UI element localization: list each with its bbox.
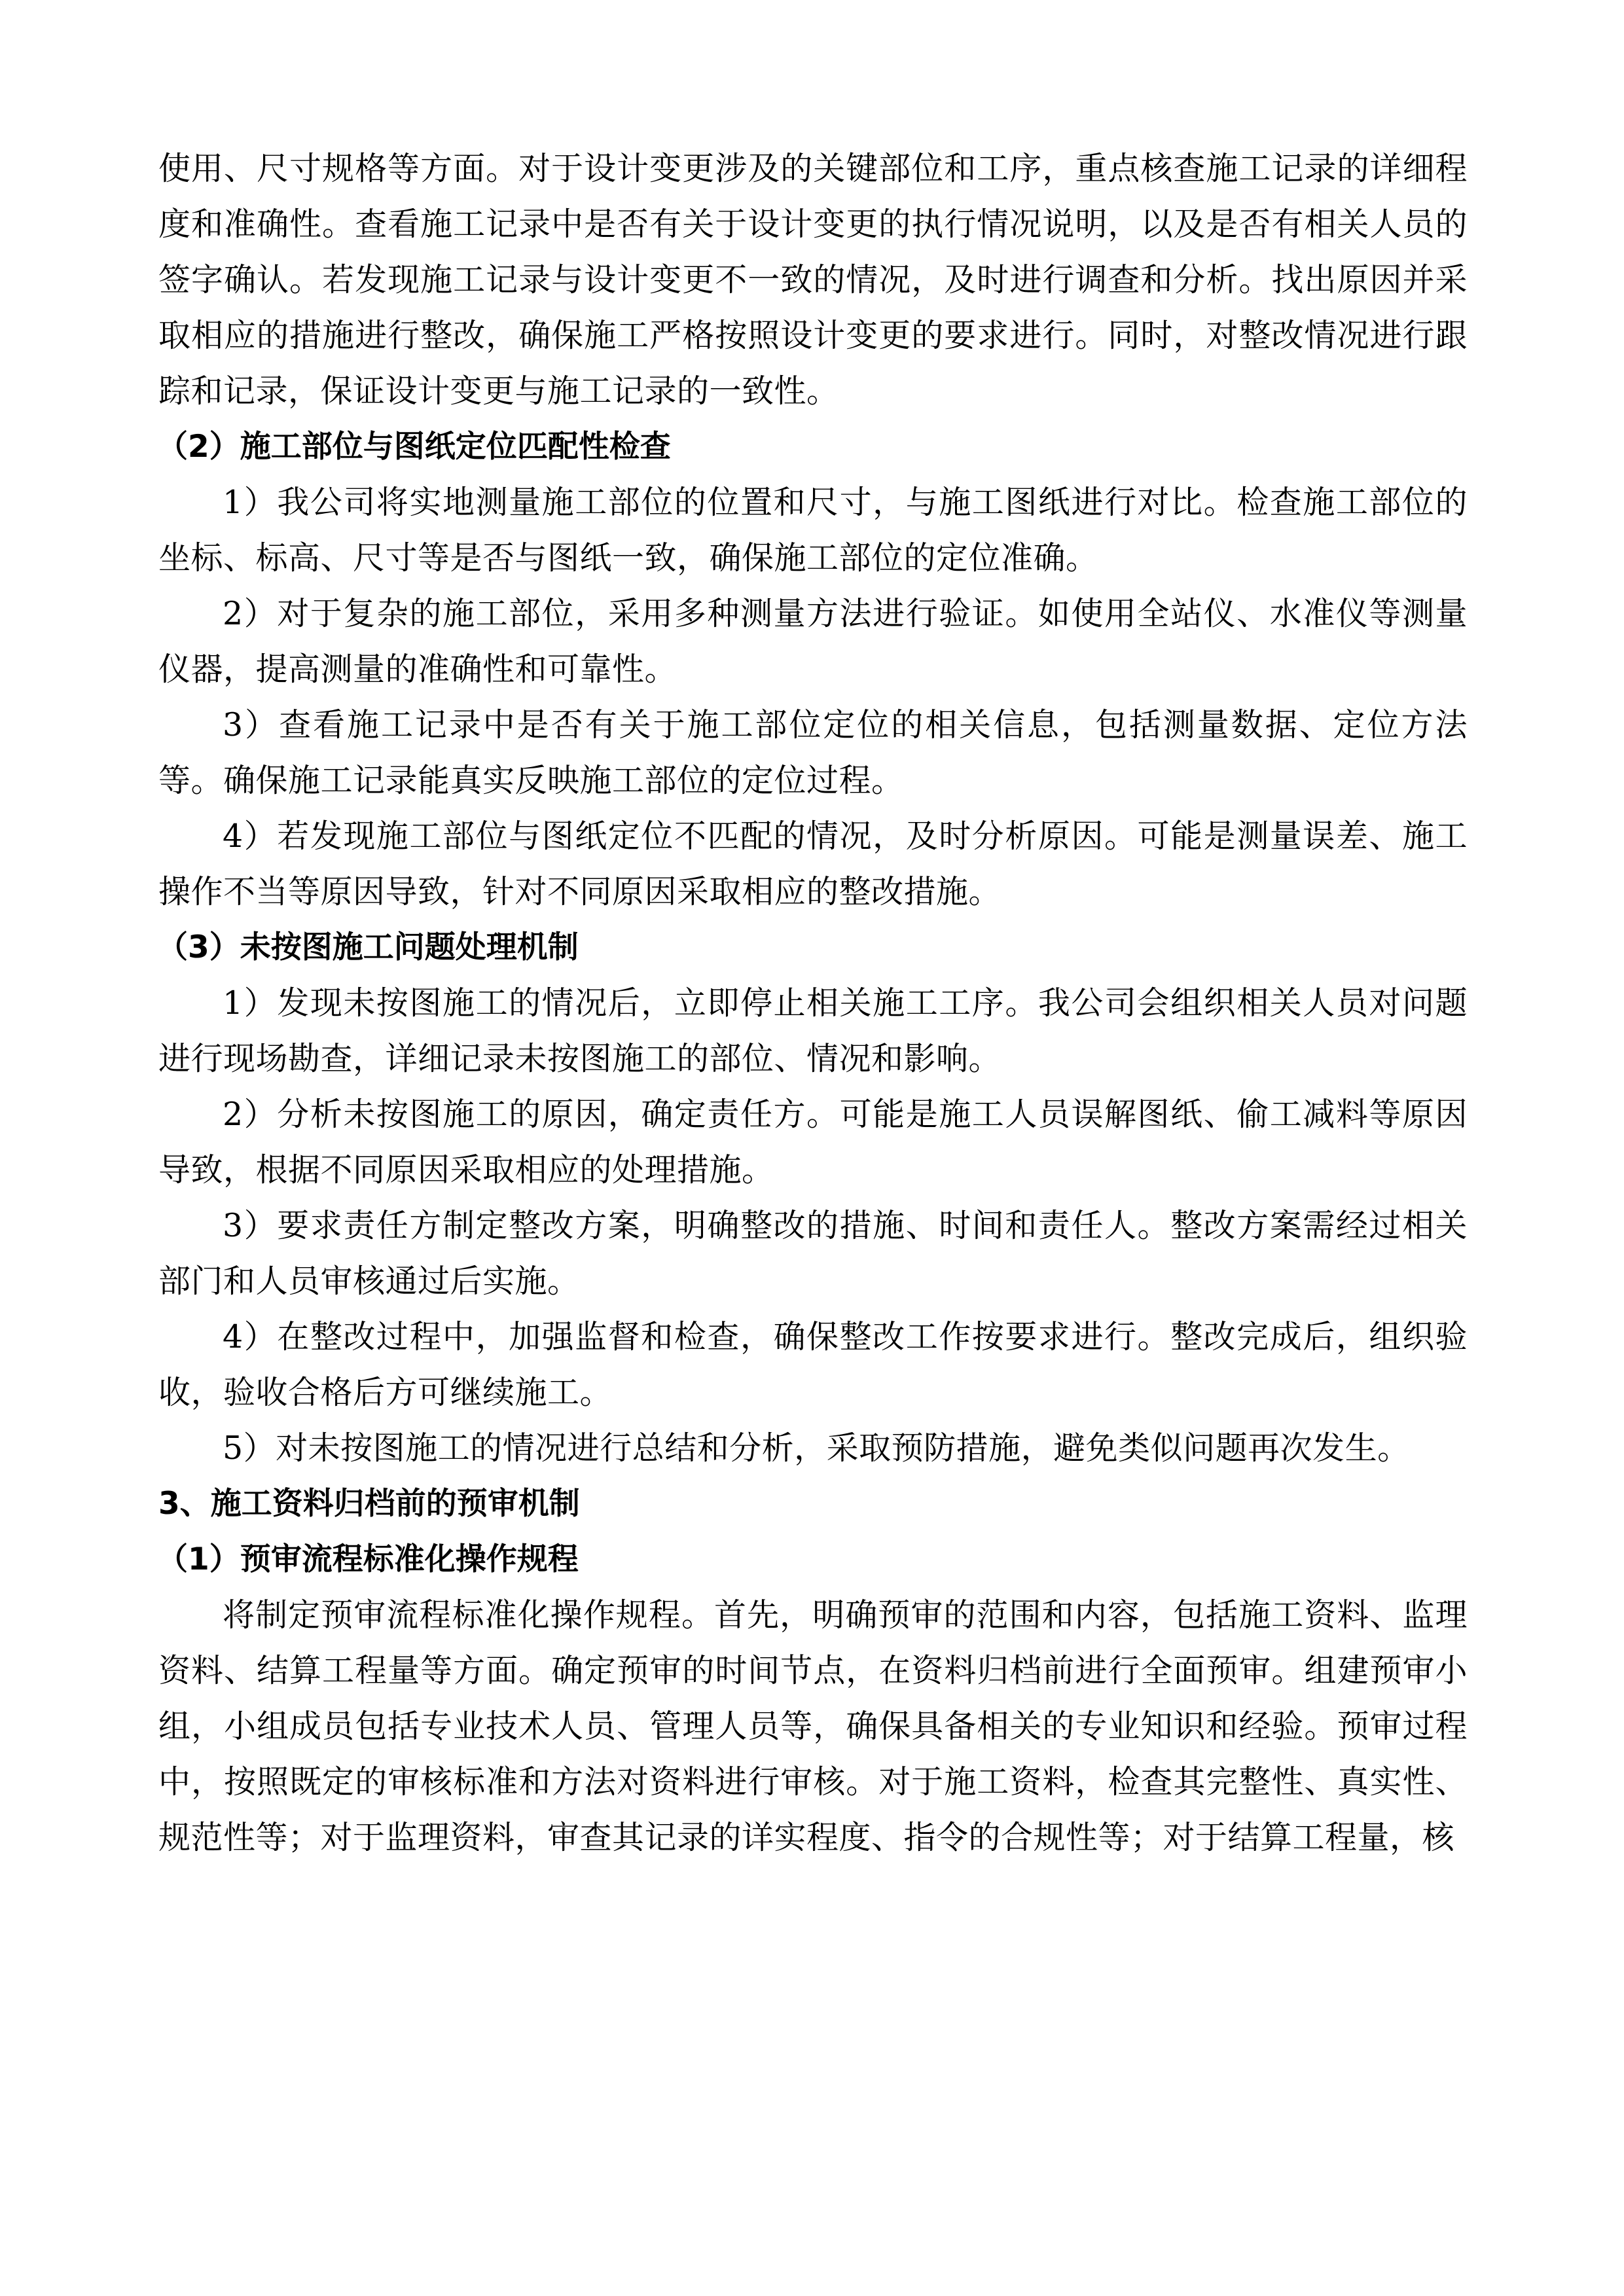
paragraph-non-compliance-5: 5）对未按图施工的情况进行总结和分析，采取预防措施，避免类似问题再次发生。 (223, 1429, 1410, 1467)
paragraph-non-compliance-4: 4）在整改过程中，加强监督和检查，确保整改工作按要求进行。整改完成后，组织验收，验收合格后方可继续施工。 (158, 1318, 1468, 1411)
paragraph-location-3: 3）查看施工记录中是否有关于施工部位定位的相关信息，包括测量数据、定位方法等。确保施工记录能真实反映施工部位的定位过程。 (158, 706, 1468, 799)
paragraph-design-change-check: 使用、尺寸规格等方面。对于设计变更涉及的关键部位和工序，重点核查施工记录的详细程度和准确性。查看施工记录中是否有关于设计变更的执行情况说明，以及是否有相关人员的签字确认。若发现施工记录与设计变更不一致的情况，及时进行调查和分析。找出原因并采取相应的措施进行整改，确保施工严格按照设计变更的要求进行。同时，对整改情况进行跟踪和记录，保证设计变更与施工记录的一致性。 (158, 150, 1468, 410)
heading-pre-archive-review: 3、施工资料归档前的预审机制 (158, 1486, 580, 1522)
paragraph-non-compliance-1: 1）发现未按图施工的情况后，立即停止相关施工工序。我公司会组织相关人员对问题进行现场勘查，详细记录未按图施工的部位、情况和影响。 (158, 984, 1468, 1077)
heading-location-match-check: （2）施工部位与图纸定位匹配性检查 (157, 429, 671, 465)
paragraph-location-1: 1）我公司将实地测量施工部位的位置和尺寸，与施工图纸进行对比。检查施工部位的坐标、标高、尺寸等是否与图纸一致，确保施工部位的定位准确。 (158, 484, 1468, 577)
paragraph-location-4: 4）若发现施工部位与图纸定位不匹配的情况，及时分析原因。可能是测量误差、施工操作不当等原因导致，针对不同原因采取相应的整改措施。 (158, 817, 1468, 910)
paragraph-non-compliance-3: 3）要求责任方制定整改方案，明确整改的措施、时间和责任人。整改方案需经过相关部门和人员审核通过后实施。 (158, 1207, 1468, 1300)
paragraph-non-compliance-2: 2）分析未按图施工的原因，确定责任方。可能是施工人员误解图纸、偷工减料等原因导致，根据不同原因采取相应的处理措施。 (158, 1096, 1468, 1189)
heading-review-procedure: （1）预审流程标准化操作规程 (157, 1541, 579, 1577)
paragraph-review-procedure: 将制定预审流程标准化操作规程。首先，明确预审的范围和内容，包括施工资料、监理资料、结算工程量等方面。确定预审的时间节点，在资料归档前进行全面预审。组建预审小组，小组成员包括专业技术人员、管理人员等，确保具备相关的专业知识和经验。预审过程中，按照既定的审核标准和方法对资料进行审核。对于施工资料，检查其完整性、真实性、规范性等；对于监理资料，审查其记录的详实程度、指令的合规性等；对于结算工程量，核 (158, 1596, 1468, 1856)
heading-non-compliance-mechanism: （3）未按图施工问题处理机制 (157, 929, 579, 965)
document-page (158, 141, 1468, 1865)
paragraph-location-2: 2）对于复杂的施工部位，采用多种测量方法进行验证。如使用全站仪、水准仪等测量仪器，提高测量的准确性和可靠性。 (158, 595, 1468, 688)
